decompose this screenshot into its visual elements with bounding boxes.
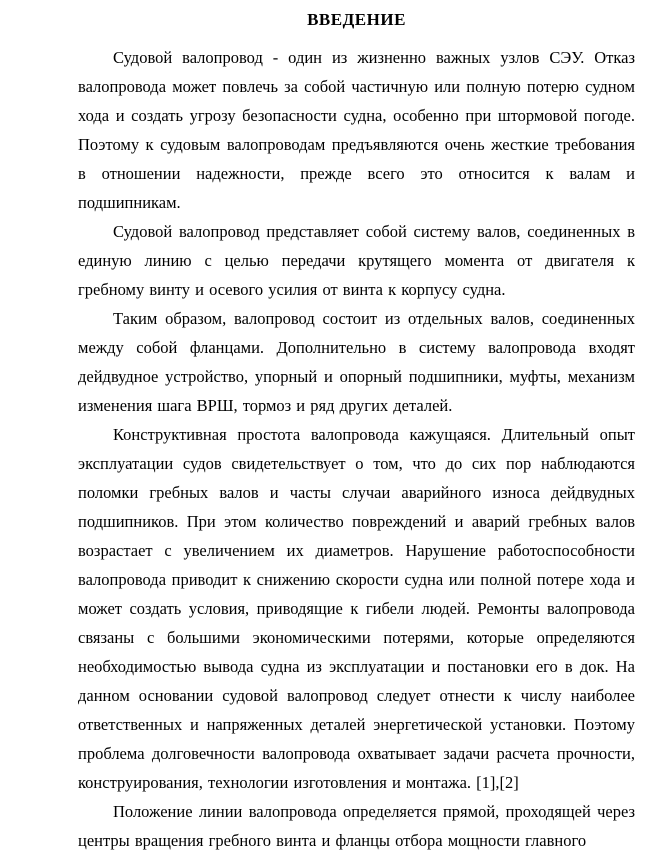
paragraph: Конструктивная простота валопровода кажущаяся. Длительный опыт эксплуатации судов свидетельствует о том, что до сих пор наблюдаются поломки гребных валов и часты случаи аварийного износа дейдвудных подшипников. При этом количество повреждений и аварий гребных валов возрастает с увеличением их диаметров. Нарушение работоспособности валопровода приводит к снижению скорости судна или полной потере хода и может создать условия, приводящие к гибели людей. Ремонты валопровода связаны с большими экономическими потерями, которые определяются необходимостью вывода судна из эксплуатации и постановки его в док. На данном основании судовой валопровод следует отнести к числу наиболее ответственных и напряженных деталей энергетической установки. Поэтому проблема долговечности валопровода охватывает задачи расчета прочности, конструирования, технологии изготовления и монтажа. [1],[2] [78,425,635,792]
paragraph: Положение линии валопровода определяется прямой, проходящей через центры вращения гребного винта и фланцы отбора мощности главного [78,802,635,850]
paragraph: Судовой валопровод представляет собой систему валов, соединенных в единую линию с целью передачи крутящего момента от двигателя к гребному винту и осевого усилия от винта к корпусу судна. [78,222,635,299]
paragraph: Таким образом, валопровод состоит из отдельных валов, соединенных между собой фланцами. Дополнительно в систему валопровода входят дейдвудное устройство, упорный и опорный подшипники, муфты, механизм изменения шага ВРШ, тормоз и ряд других деталей. [78,309,635,415]
page-title: ВВЕДЕНИЕ [307,10,406,29]
paragraph: Судовой валопровод - один из жизненно важных узлов СЭУ. Отказ валопровода может повлечь за собой частичную или полную потерю судном хода и создать угрозу безопасности судна, особенно при штормовой погоде. Поэтому к судовым валопроводам предъявляются очень жесткие требования в отношении надежности, прежде всего это относится к валам и подшипникам. [78,48,635,212]
